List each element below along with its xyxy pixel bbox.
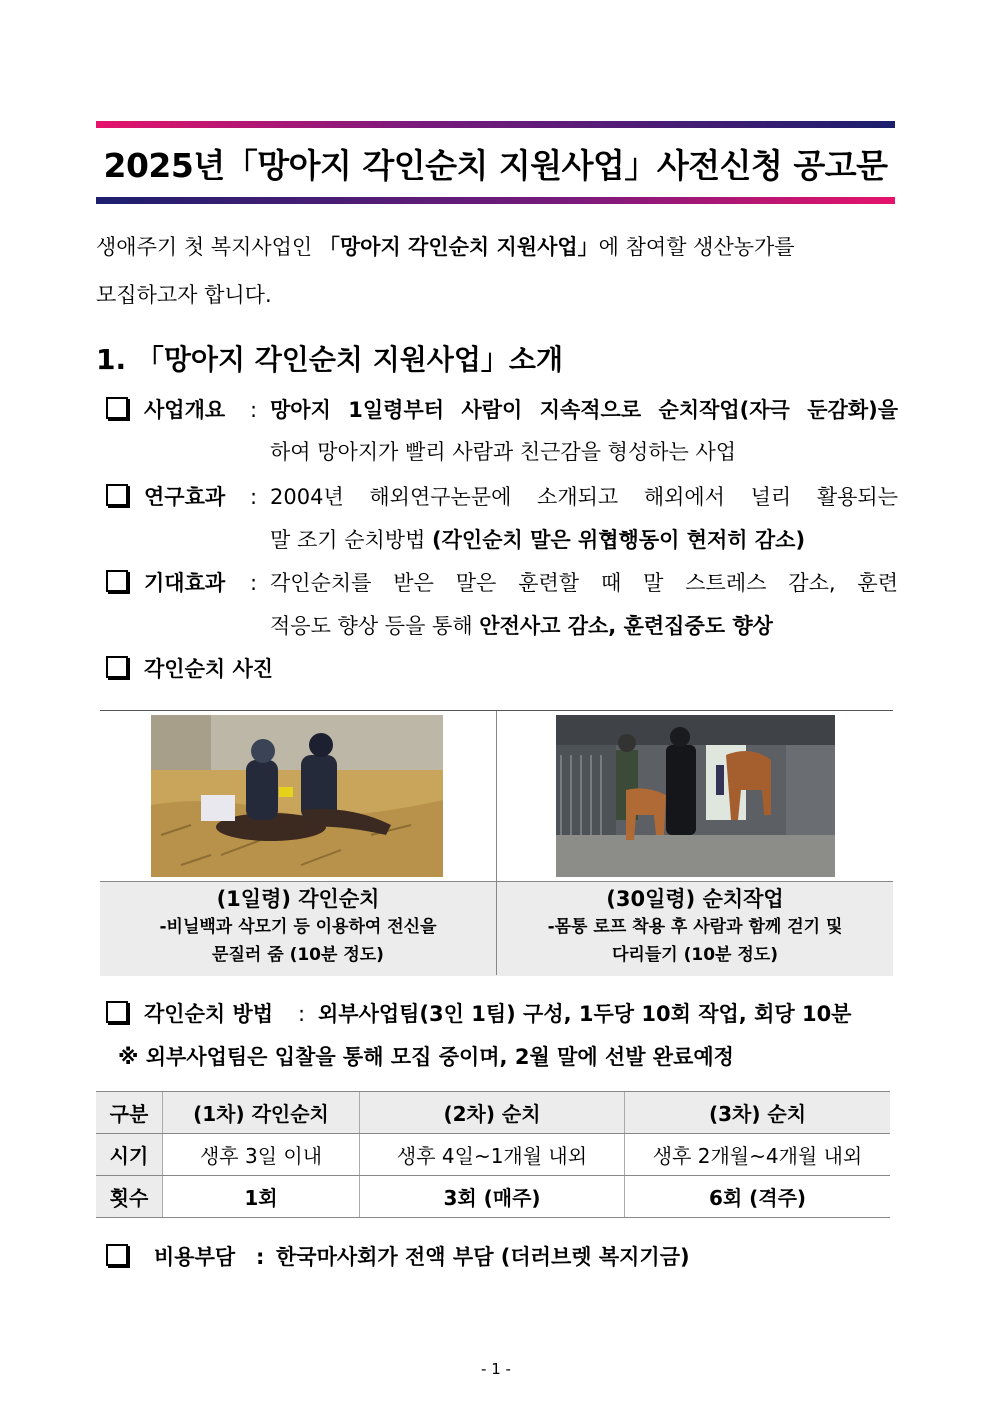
item-text-cont: 말 조기 순치방법 (각인순치 말은 위협행동이 현저히 감소) (270, 528, 806, 552)
item-research: 연구효과 : 2004년 해외연구논문에 소개되고 해외에서 널리 활용되는 (106, 482, 898, 512)
table-row: 구분 (1차) 각인순치 (2차) 순치 (3차) 순치 (96, 1092, 890, 1134)
item-label: 각인순치 방법 (144, 1002, 274, 1026)
photo-foal-imprinting (151, 715, 443, 877)
photo-foal-walking (556, 715, 835, 877)
checkbox-icon (106, 1244, 128, 1266)
page-title: 2025년「망아지 각인순치 지원사업」사전신청 공고문 (103, 146, 888, 185)
photo-caption-1: (1일령) 각인순치 -비닐백과 삭모기 등 이용하여 전신을 문질러 줌 (10분 정도) (159, 887, 437, 965)
item-overview: 사업개요 : 망아지 1일령부터 사람이 지속적으로 순치작업(자극 둔감화)을 (106, 395, 898, 425)
checkbox-icon (106, 397, 128, 419)
item-text: 한국마사회가 전액 부담 (더러브렛 복지기금) (276, 1245, 690, 1269)
title-bottom-rule (96, 197, 895, 204)
page-number: - 1 - (481, 1360, 511, 1378)
table-row: 횟수 1회 3회 (매주) 6회 (격주) (96, 1176, 890, 1218)
checkbox-icon (106, 1001, 128, 1023)
item-text-cont: 하여 망아지가 빨리 사람과 친근감을 형성하는 사업 (270, 440, 737, 464)
item-cost: 비용부담 : 한국마사회가 전액 부담 (더러브렛 복지기금) (106, 1242, 898, 1272)
title-top-rule (96, 121, 895, 128)
item-label: 기대효과 (144, 571, 226, 595)
schedule-table (96, 1091, 890, 1218)
item-expected: 기대효과 : 각인순치를 받은 말은 훈련할 때 말 스트레스 감소, 훈련 (106, 568, 898, 598)
checkbox-icon (106, 656, 128, 678)
section-heading: 1. 「망아지 각인순치 지원사업」소개 (96, 343, 563, 376)
item-label: 비용부담 (154, 1245, 236, 1269)
photo-caption-2: (30일령) 순치작업 -몸통 로프 착용 후 사람과 함께 걷기 및 다리들기 (10분 정도) (547, 887, 843, 965)
item-text: 각인순치를 받은 말은 훈련할 때 말 스트레스 감소, 훈련 (270, 571, 898, 595)
intro-line-2: 모집하고자 합니다. (96, 283, 272, 307)
item-label: 각인순치 사진 (144, 657, 274, 681)
item-text-cont: 적응도 향상 등을 통해 안전사고 감소, 훈련집중도 향상 (270, 614, 773, 638)
item-photos (106, 654, 898, 684)
intro-line-1: 생애주기 첫 복지사업인 「망아지 각인순치 지원사업」에 참여할 생산농가를 (96, 235, 795, 259)
checkbox-icon (106, 484, 128, 506)
item-text: 외부사업팀(3인 1팀) 구성, 1두당 10회 작업, 회당 10분 (318, 1002, 852, 1026)
note: ※ 외부사업팀은 입찰을 통해 모집 중이며, 2월 말에 선발 완료예정 (118, 1045, 734, 1069)
item-text: 망아지 1일령부터 사람이 지속적으로 순치작업(자극 둔감화)을 (270, 398, 898, 422)
table-row: 시기 생후 3일 이내 생후 4일~1개월 내외 생후 2개월~4개월 내외 (96, 1134, 890, 1176)
checkbox-icon (106, 570, 128, 592)
photo-table (100, 710, 893, 976)
item-method: 각인순치 방법 : 외부사업팀(3인 1팀) 구성, 1두당 10회 작업, 회당 10분 (106, 999, 898, 1029)
item-label: 사업개요 (144, 398, 226, 422)
item-text: 2004년 해외연구논문에 소개되고 해외에서 널리 활용되는 (270, 485, 898, 509)
item-label: 연구효과 (144, 485, 226, 509)
